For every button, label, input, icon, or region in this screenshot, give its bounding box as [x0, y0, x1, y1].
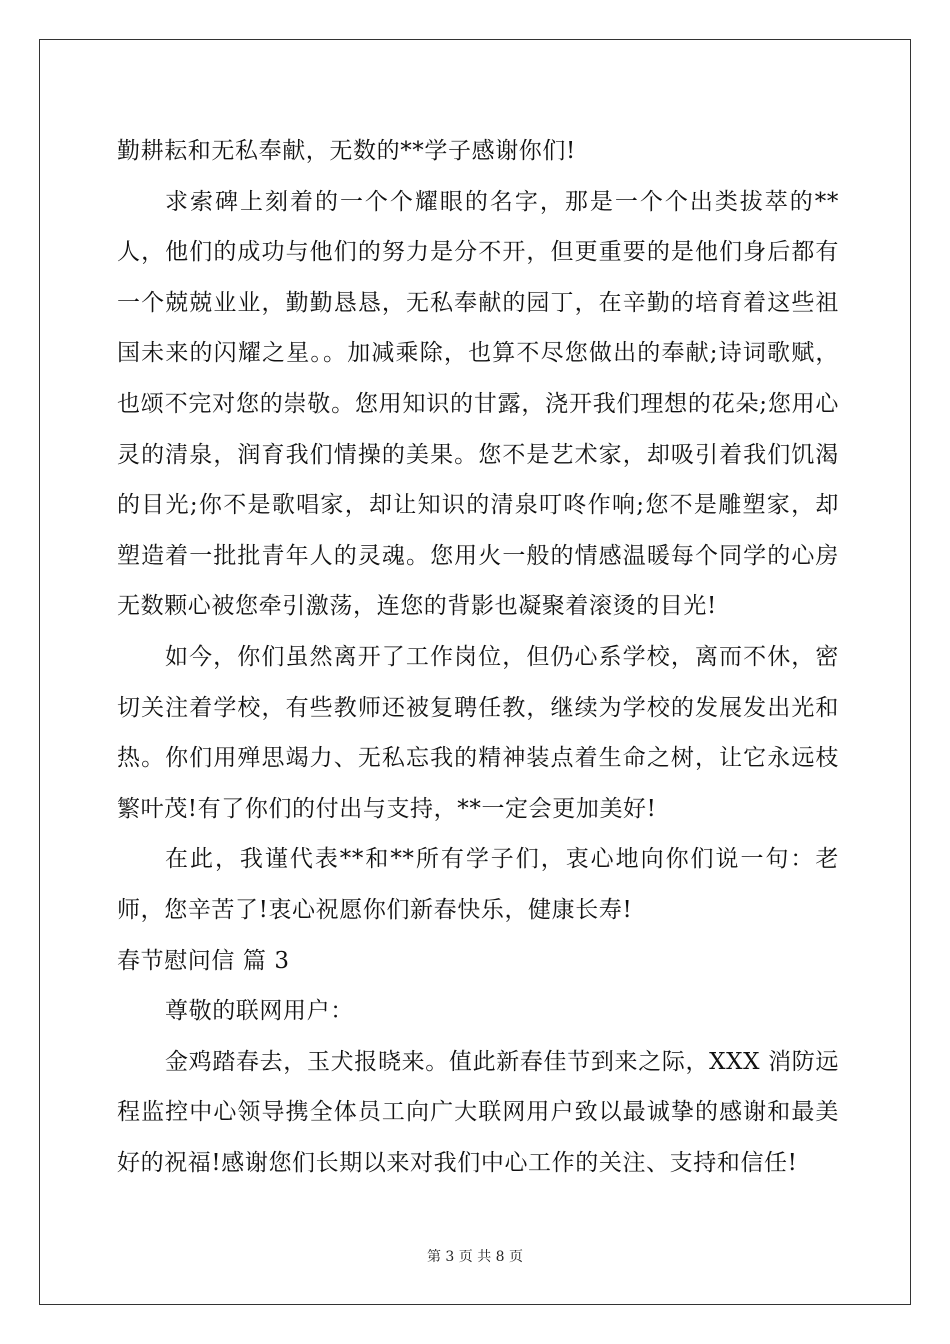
page-number: 第 3 页 共 8 页 — [426, 1249, 524, 1265]
paragraph-tribute: 求索碑上刻着的一个个耀眼的名字，那是一个个出类拔萃的**人，他们的成功与他们的努力是分不开，但更重要的是他们身后都有一个兢兢业业，勤勤恳恳，无私奉献的园丁，在辛勤的培育着这些祖国未来的闪耀之星。。加减乘除，也算不尽您做出的奉献;诗词歌赋，也颂不完对您的崇敬。您用知识的甘露，浇开我们理想的花朵;您用心灵的清泉，润育我们情操的美果。您不是艺术家，却吸引着我们饥渴的目光;你不是歌唱家，却让知识的清泉叮咚作响;您不是雕塑家，却塑造着一批批青年人的灵魂。您用火一般的情感温暖每个同学的心房无数颗心被您牵引激荡，连您的背影也凝聚着滚烫的目光! — [117, 188, 839, 620]
paragraph-retired-teachers: 如今，你们虽然离开了工作岗位，但仍心系学校，离而不休，密切关注着学校，有些教师还被复聘任教，继续为学校的发展发出光和热。你们用殚思竭力、无私忘我的精神装点着生命之树，让它永远枝繁叶茂!有了你们的付出与支持，**一定会更加美好! — [117, 643, 839, 822]
paragraph-continuation: 勤耕耘和无私奉献，无数的**学子感谢你们! — [117, 138, 576, 164]
section-heading: 春节慰问信 篇 3 — [117, 947, 290, 974]
salutation: 尊敬的联网用户： — [165, 998, 354, 1025]
paragraph-greeting: 在此，我谨代表**和**所有学子们，衷心地向你们说一句：老师，您辛苦了!衷心祝愿你们新春快乐，健康长寿! — [117, 846, 839, 923]
document-body — [117, 126, 839, 1188]
paragraph-new-year: 金鸡踏春去，玉犬报晓来。值此新春佳节到来之际，XXX 消防远程监控中心领导携全体员工向广大联网用户致以最诚挚的感谢和最美好的祝福!感谢您们长期以来对我们中心工作的关注、支持和信任! — [117, 1048, 839, 1176]
